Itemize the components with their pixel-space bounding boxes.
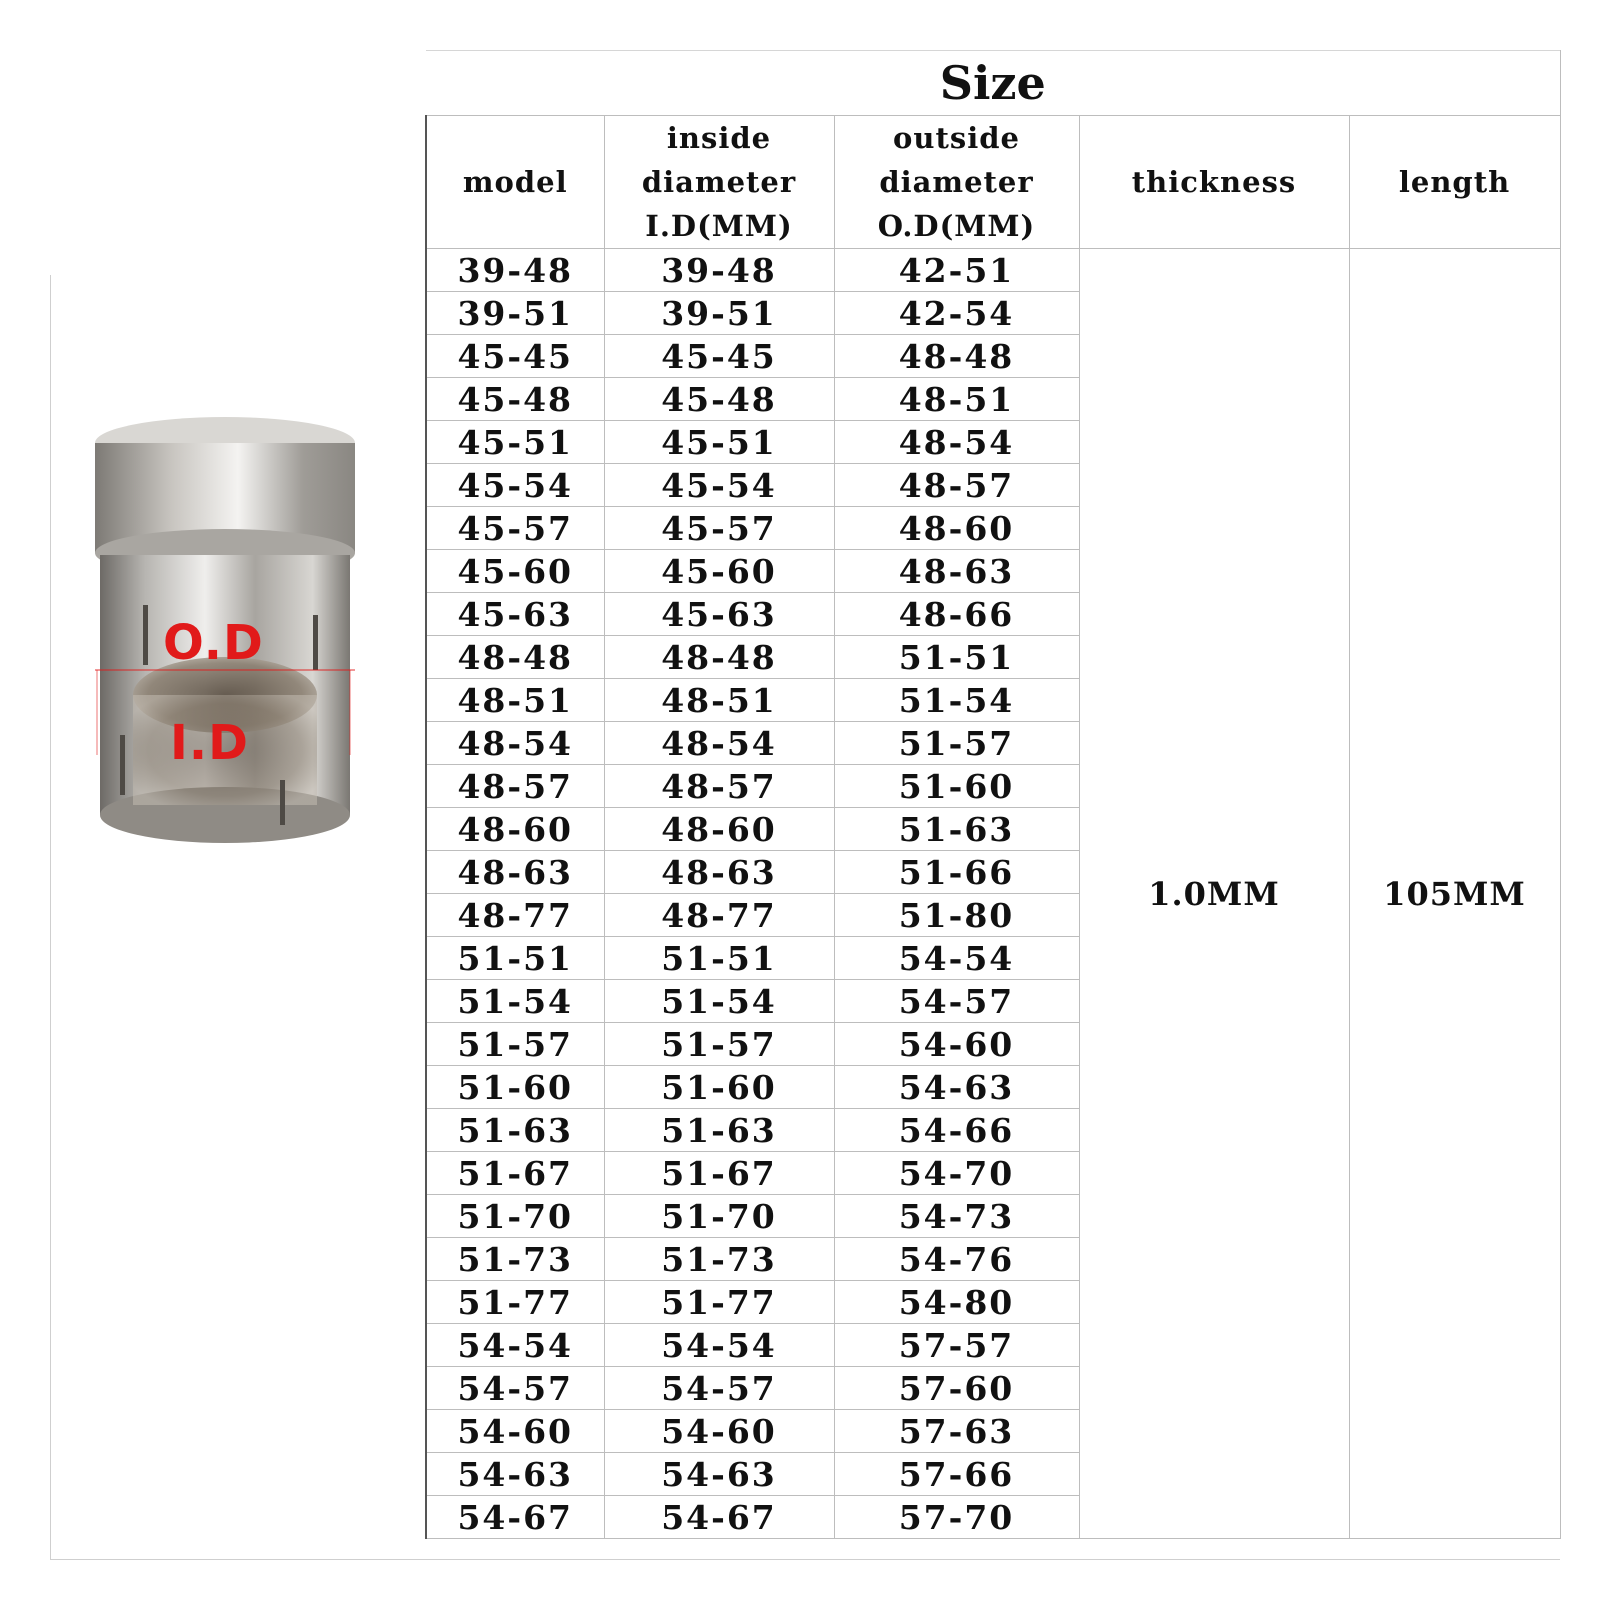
inside-diameter-cell: 39-51 [604,292,834,335]
outside-diameter-cell: 48-60 [834,507,1079,550]
length-value: 105MM [1349,249,1560,1539]
inside-diameter-cell: 48-51 [604,679,834,722]
size-table [425,50,1561,1539]
inside-diameter-cell: 45-54 [604,464,834,507]
id-label: I.D [170,715,249,771]
inside-diameter-cell: 51-73 [604,1238,834,1281]
inside-diameter-cell: 48-60 [604,808,834,851]
outside-diameter-cell: 51-80 [834,894,1079,937]
inside-diameter-cell: 51-51 [604,937,834,980]
inside-diameter-cell: 51-63 [604,1109,834,1152]
model-cell: 45-60 [426,550,604,593]
table-row [426,249,1560,292]
outside-diameter-cell: 54-57 [834,980,1079,1023]
outside-diameter-cell: 54-60 [834,1023,1079,1066]
model-cell: 51-63 [426,1109,604,1152]
header-row [426,116,1560,249]
outside-diameter-cell: 51-51 [834,636,1079,679]
outside-diameter-cell: 54-54 [834,937,1079,980]
inside-diameter-cell: 51-70 [604,1195,834,1238]
od-label: O.D [163,615,264,671]
outside-diameter-cell: 42-51 [834,249,1079,292]
outside-diameter-cell: 54-76 [834,1238,1079,1281]
inside-diameter-cell: 48-57 [604,765,834,808]
inside-diameter-cell: 51-67 [604,1152,834,1195]
model-cell: 48-60 [426,808,604,851]
model-cell: 45-54 [426,464,604,507]
inside-diameter-cell: 45-63 [604,593,834,636]
frame-left-border [50,275,51,1560]
outside-diameter-cell: 54-66 [834,1109,1079,1152]
model-cell: 45-51 [426,421,604,464]
inside-diameter-cell: 54-60 [604,1410,834,1453]
model-cell: 48-54 [426,722,604,765]
header-id-line-2: diameter [641,165,797,199]
model-cell: 39-51 [426,292,604,335]
inside-diameter-cell: 45-51 [604,421,834,464]
outside-diameter-cell: 54-80 [834,1281,1079,1324]
table-title: Size [426,51,1560,116]
model-cell: 48-48 [426,636,604,679]
inside-diameter-cell: 51-60 [604,1066,834,1109]
inside-diameter-cell: 51-57 [604,1023,834,1066]
inside-diameter-cell: 45-45 [604,335,834,378]
outside-diameter-cell: 48-57 [834,464,1079,507]
outside-diameter-cell: 48-66 [834,593,1079,636]
outside-diameter-cell: 57-63 [834,1410,1079,1453]
model-cell: 39-48 [426,249,604,292]
outside-diameter-cell: 51-57 [834,722,1079,765]
model-cell: 51-60 [426,1066,604,1109]
outside-diameter-cell: 48-51 [834,378,1079,421]
model-cell: 45-48 [426,378,604,421]
outside-diameter-cell: 51-63 [834,808,1079,851]
inside-diameter-cell: 54-57 [604,1367,834,1410]
model-cell: 48-63 [426,851,604,894]
model-cell: 51-51 [426,937,604,980]
inside-diameter-cell: 45-48 [604,378,834,421]
model-cell: 45-63 [426,593,604,636]
header-od-line-1: outside [893,121,1020,155]
header-length [1349,116,1560,249]
model-cell: 54-67 [426,1496,604,1539]
outside-diameter-cell: 57-60 [834,1367,1079,1410]
model-cell: 51-67 [426,1152,604,1195]
inside-diameter-cell: 48-54 [604,722,834,765]
model-cell: 51-57 [426,1023,604,1066]
model-cell: 54-60 [426,1410,604,1453]
inside-diameter-cell: 45-60 [604,550,834,593]
model-cell: 45-57 [426,507,604,550]
outside-diameter-cell: 48-63 [834,550,1079,593]
model-cell: 45-45 [426,335,604,378]
header-id-line-3: I.D(MM) [645,209,793,243]
inside-diameter-cell: 51-54 [604,980,834,1023]
header-model-line: model [462,165,568,199]
model-cell: 51-73 [426,1238,604,1281]
inside-diameter-cell: 48-77 [604,894,834,937]
model-cell: 51-70 [426,1195,604,1238]
inside-diameter-cell: 45-57 [604,507,834,550]
header-thickness [1079,116,1349,249]
header-model [426,116,604,249]
inside-diameter-cell: 54-67 [604,1496,834,1539]
outside-diameter-cell: 54-73 [834,1195,1079,1238]
outside-diameter-cell: 51-60 [834,765,1079,808]
inside-diameter-cell: 51-77 [604,1281,834,1324]
outside-diameter-cell: 51-66 [834,851,1079,894]
model-cell: 54-54 [426,1324,604,1367]
header-outside-diameter [834,116,1079,249]
table-body [426,249,1560,1539]
header-thickness-line: thickness [1131,165,1297,199]
inside-diameter-cell: 39-48 [604,249,834,292]
pipe-adapter-image [85,415,375,865]
header-od-line-3: O.D(MM) [877,209,1036,243]
outside-diameter-cell: 57-66 [834,1453,1079,1496]
outside-diameter-cell: 51-54 [834,679,1079,722]
header-length-line: length [1398,165,1511,199]
inside-diameter-cell: 48-63 [604,851,834,894]
header-od-line-2: diameter [879,165,1034,199]
model-cell: 48-57 [426,765,604,808]
outside-diameter-cell: 57-70 [834,1496,1079,1539]
outside-diameter-cell: 57-57 [834,1324,1079,1367]
model-cell: 51-77 [426,1281,604,1324]
inside-diameter-cell: 54-54 [604,1324,834,1367]
model-cell: 51-54 [426,980,604,1023]
header-id-line-1: inside [666,121,772,155]
outside-diameter-cell: 48-48 [834,335,1079,378]
outside-diameter-cell: 48-54 [834,421,1079,464]
outside-diameter-cell: 54-63 [834,1066,1079,1109]
inside-diameter-cell: 48-48 [604,636,834,679]
header-inside-diameter [604,116,834,249]
model-cell: 48-77 [426,894,604,937]
outside-diameter-cell: 54-70 [834,1152,1079,1195]
thickness-value: 1.0MM [1079,249,1349,1539]
model-cell: 48-51 [426,679,604,722]
outside-diameter-cell: 42-54 [834,292,1079,335]
inside-diameter-cell: 54-63 [604,1453,834,1496]
model-cell: 54-57 [426,1367,604,1410]
frame-bottom-border [50,1559,1560,1560]
model-cell: 54-63 [426,1453,604,1496]
